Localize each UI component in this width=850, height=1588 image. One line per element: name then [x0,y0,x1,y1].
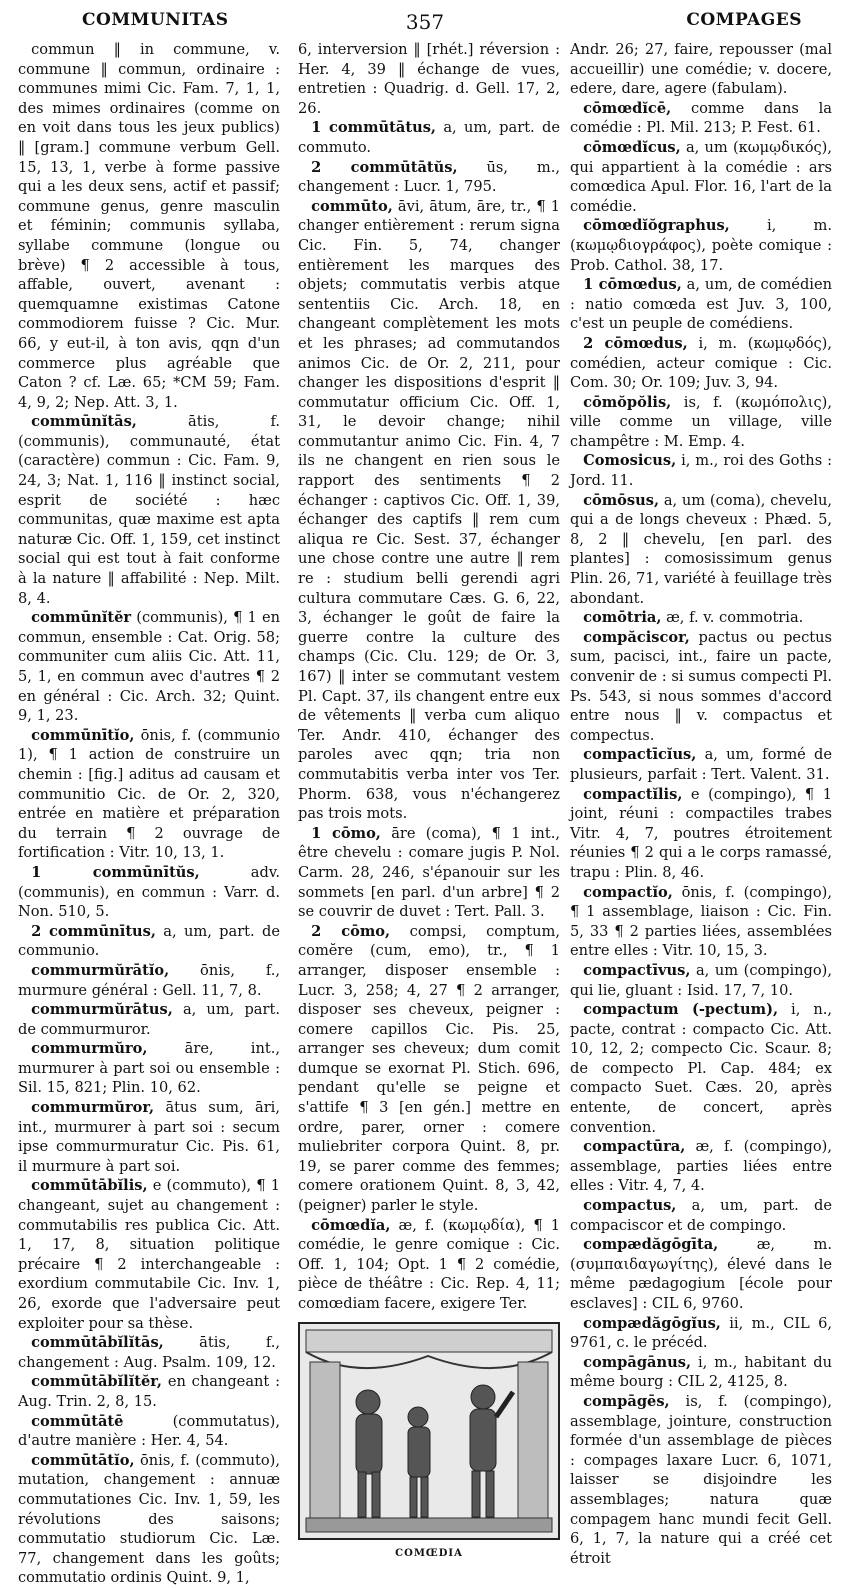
entry-lemma: cōmœdĭcē, [583,99,672,117]
entry-body: Andr. 26; 27, faire, repousser (mal accueillir) une comédie; v. docere, edere, dare, agere (fabulam). [570,41,832,98]
dictionary-entry [18,1333,280,1372]
dictionary-entry [570,451,832,490]
entry-body: ii, m., CIL 6, 9761, c. le précéd. [570,1314,832,1352]
running-head-right: COMPAGES [686,10,802,30]
entry-lemma: commūtātĭo, [31,1451,135,1469]
dictionary-entry [18,1039,280,1098]
dictionary-entry [570,275,832,334]
entry-lemma: compāgēs, [583,1392,670,1410]
figure-caption: COMŒDIA [395,1547,463,1559]
dictionary-entry [298,40,560,118]
entry-body: ātus sum, āri, int., murmurer à part soi : secum ipse commurmuratur Cic. Pis. 61, il murmure à part soi. [18,1099,280,1175]
entry-body: is, f. (compingo), assemblage, jointure, construction formée d'un assemblage de pièces : compages laxare Lucr. 6, 1071, laisser se disjoindre les assemblages; natura quæ compagem hanc mundi fecit Gell. 6, 1, 7, la nature qui a créé cet étroit [570,1392,832,1567]
entry-body: ōnis, f. (compingo), ¶ 1 assemblage, liaison : Cic. Fin. 5, 33 ¶ 2 parties liées, assemblées entre elles : Vitr. 10, 15, 3. [570,883,832,960]
entry-body: (communis), ¶ 1 en commun, ensemble : Cat. Orig. 58; communiter cum aliis Cic. Att. 11, 5, 1, en commun avec d'autres ¶ 2 en général : Cic. Arch. 32; Quint. 9, 1, 23. [18,609,281,725]
entry-body: a, um, de comédien : natio comœda est Juv. 3, 100, c'est un peuple de comédiens. [570,276,832,333]
dictionary-entry [298,1216,560,1314]
entry-body: a, um, part. de commuto. [298,119,560,156]
entry-body: i, m. (κωμῳδιογράφος), poète comique : Prob. Cathol. 38, 17. [570,217,832,274]
dictionary-entry [570,1392,832,1568]
dictionary-entry [298,922,560,1216]
entry-lemma: 2 cōmœdus, [583,334,688,352]
dictionary-entry [570,1235,832,1313]
dictionary-entry [570,216,832,275]
entry-body: a, um (compingo), qui lie, gluant : Isid. 17, 7, 10. [570,961,833,999]
dictionary-entry [18,922,280,961]
dictionary-entry [18,1412,280,1451]
entry-body: i, m., habitant du même bourg : CIL 2, 4125, 8. [570,1353,832,1391]
dictionary-entry [18,1176,280,1333]
dictionary-entry [570,334,832,393]
entry-body: compsi, comptum, comĕre (cum, emo), tr., ¶ 1 arranger, disposer ensemble : Lucr. 3, 258; 4, 27 ¶ 2 arranger, disposer ses cheveux, peigner : comere capillos Cic. Pis. 25, arranger ses cheveux; dum comit dumque se exornat Pl. Stich. 696, pendant qu'elle se peigne et s'attife ¶ 3 [en gén.] mettre en ordre, parer, orner : comere muliebriter corpora Quint. 8, pr. 19, se parer comme des femmes; comere orationem Quint. 8, 3, 42, (peigner) parler le style. [298,922,560,1215]
column-2 [298,40,560,1563]
entry-body: e (compingo), ¶ 1 joint, réuni : compactiles trabes Vitr. 4, 7, poutres étroitement réunies ¶ 2 qui a le corps ramassé, trapu : Plin. 8, 46. [570,785,833,881]
entry-lemma: compactĭlis, [583,785,683,803]
entry-body: a, um (coma), chevelu, qui a de longs cheveux : Phæd. 5, 8, 2 ‖ chevelu, [en parl. des plantes] : comosissimum genus Plin. 26, 71, variété à feuillage très abondant. [570,491,832,607]
entry-body: æ, m. (συμπαιδαγωγίτης), élevé dans le même pædagogium [école pour esclaves] : CIL 6, 9760. [570,1236,832,1312]
entry-body: ōnis, f., murmure général : Gell. 11, 7, 8. [18,961,280,999]
entry-body: ōnis, f. (communio 1), ¶ 1 action de construire un chemin : [fig.] aditus ad causam et communitio Cic. de Or. 2, 320, entrée en matière et préparation du terrain ¶ 2 ouvrage de fortification : Vitr. 10, 13, 1. [18,726,280,862]
dictionary-entry [570,1353,832,1392]
column-3 [570,40,832,1568]
entry-lemma: compactum (-pectum), [583,1001,779,1019]
relief-scene-icon [298,1322,560,1540]
entry-lemma: commūtātē [31,1412,124,1430]
entry-lemma: commūnĭtās, [31,413,137,431]
entry-lemma: commūtābĭlĭtĕr, [31,1373,163,1391]
entry-lemma: compāgānus, [583,1353,692,1371]
entry-lemma: cōmōsus, [583,491,660,509]
entry-lemma: cōmœdĭcus, [583,138,681,156]
entry-lemma: 2 commūnītus, [31,922,156,940]
column-1 [18,40,280,1588]
dictionary-entry [570,1137,832,1196]
dictionary-entry [18,961,280,1000]
entry-body: (commutatus), d'autre manière : Her. 4, 54. [18,1412,280,1450]
dictionary-entry [18,1372,280,1411]
dictionary-entry [570,628,832,746]
entry-body: ātis, f. (communis), communauté, état (caractère) commun : Cic. Fam. 9, 24, 3; Nat. 1, 116 ‖ instinct social, esprit de société : hæc communitas, quæ maxime est apta naturæ Cic. Off. 1, 159, cet instinct social qui est tout à fait conforme à la nature ‖ affabilité : Nep. Milt. 8, 4. [18,413,280,607]
entry-lemma: compactūra, [583,1138,686,1156]
dictionary-entry [570,1000,832,1137]
entry-body: āre (coma), ¶ 1 int., être chevelu : comare jugis P. Nol. Carm. 28, 246, s'épanouir sur les sommets [en parl. d'un arbre] ¶ 2 se couvrir de duvet : Tert. Pall. 3. [298,824,560,921]
dictionary-entry [570,99,832,138]
dictionary-entry [298,158,560,197]
entry-body: is, f. (κωμόπολις), ville comme un village, ville champêtre : M. Emp. 4. [570,393,832,450]
entry-lemma: compactĭo, [583,883,673,901]
entry-lemma: compactus, [583,1197,677,1215]
entry-body: āvi, ātum, āre, tr., ¶ 1 changer entièrement : rerum signa Cic. Fin. 5, 74, changer entièrement les marques des objets; commutatis verbis atque sententiis Cic. Arch. 18, en changeant complètement les mots et les phrases; ad commutandos animos Cic. de Or. 2, 211, pour changer les dispositions d'esprit ‖ commutatur officium Cic. Off. 1, 31, le devoir change; nihil commutantur animo Cic. Fin. 4, 7 ils ne changent en rien sous le rapport des sentiments ¶ 2 échanger : captivos Cic. Off. 1, 39, échanger des captifs ‖ rem cum aliqua re Cic. Sest. 37, échanger une chose contre une autre ‖ rem re : studium belli gerendi agri cultura commutare Cæs. G. 6, 22, 3, échanger le goût de faire la guerre contre la culture des champs (Cic. Clu. 129; de Or. 3, 167) ‖ inter se commutant vestem Pl. Capt. 37, ils changent entre eux de vêtements ‖ verba cum aliquo Ter. Andr. 410, échanger des paroles avec qqn; tria non commutabitis verba inter vos Ter. Phorm. 638, vous n'échangerez pas trois mots. [298,197,560,823]
dictionary-entry [570,1314,832,1353]
entry-lemma: cōmŏpŏlis, [583,393,672,411]
dictionary-entry [570,608,832,628]
dictionary-entry [570,1196,832,1235]
dictionary-entry [18,1098,280,1176]
entry-body: adv. (communis), en commun : Varr. d. Non. 510, 5. [18,863,280,921]
entry-lemma: 1 commūtātus, [311,119,436,137]
entry-lemma: commūtābĭlĭtās, [31,1334,164,1352]
entry-body: a, um, formé de plusieurs, parfait : Tert. Valent. 31. [570,746,832,783]
entry-lemma: compædăgōgīta, [583,1236,719,1254]
running-head-left: COMMUNITAS [82,10,229,30]
dictionary-entry [18,1000,280,1039]
entry-body: en changeant : Aug. Trin. 2, 8, 15. [18,1373,280,1410]
entry-lemma: compactīvus, [583,961,691,979]
entry-lemma: compædăgōgĭus, [583,1314,721,1332]
entry-body: ōnis, f. (commuto), mutation, changement : annuæ commutationes Cic. Inv. 1, 59, les révolutions des saisons; commutatio studiorum Cic. Læ. 77, changement dans les goûts; commutatio ordinis Quint. 9, 1, [18,1451,281,1587]
entry-body: pactus ou pectus sum, pacisci, int., faire un pacte, convenir de : si sumus compecti Pl. Ps. 543, si nous sommes d'accord entre nous ‖ v. compactus et compectus. [570,628,832,744]
dictionary-entry [570,138,832,216]
dictionary-entry [570,883,832,961]
entry-lemma: 2 commūtātŭs, [311,158,458,176]
entry-body: æ, f. (compingo), assemblage, parties liées entre elles : Vitr. 4, 7, 4. [570,1138,833,1195]
entry-lemma: compăciscor, [583,628,690,646]
entry-lemma: 1 cōmo, [311,824,381,842]
entry-body: i, m. (κωμῳδός), comédien, acteur comique : Cic. Com. 30; Or. 109; Juv. 3, 94. [570,334,832,392]
entry-body: i, n., pacte, contrat : compacto Cic. Att. 10, 12, 2; compecto Cic. Scaur. 8; de compecto Pl. Cap. 484; ex compacto Suet. Cæs. 20, après entente, de concert, après convention. [570,1001,833,1136]
entry-body: i, m., roi des Goths : Jord. 11. [570,452,833,490]
dictionary-entry [298,118,560,157]
dictionary-entry [18,1451,280,1588]
entry-lemma: commurmŭrātus, [31,1001,173,1019]
comoedia-illustration [298,1322,560,1564]
dictionary-entry [298,824,560,922]
entry-body: a, um (κωμῳδικός), qui appartient à la comédie : ars comœdica Apul. Flor. 16, l'art de la comédie. [570,138,832,215]
entry-body: a, um, part. de communio. [18,922,280,960]
entry-body: e (commuto), ¶ 1 changeant, sujet au changement : commutabilis res publica Cic. Att. 1, 17, 8, situation politique précaire ¶ 2 interchangeable : exordium commutabile Cic. Inv. 1, 26, exorde que l'adversaire peut exploiter pour sa thèse. [18,1177,280,1332]
entry-body: a, um, part. de commurmuror. [18,1001,280,1038]
dictionary-entry [18,863,280,922]
entry-lemma: 1 commūnītŭs, [31,863,200,881]
entry-lemma: commurmŭror, [31,1099,155,1117]
entry-lemma: commurmŭro, [31,1040,148,1058]
entry-body: æ, f. v. commotria. [666,609,804,627]
page-number: 357 [405,10,445,34]
dictionary-entry [570,745,832,784]
dictionary-entry [18,608,280,726]
entry-body: comme dans la comédie : Pl. Mil. 213; P. Fest. 61. [570,99,832,137]
page-header [20,10,830,36]
entry-lemma: Comosicus, [583,452,677,470]
entry-body: a, um, part. de compaciscor et de compingo. [570,1197,833,1234]
entry-body: ūs, m., changement : Lucr. 1, 795. [298,158,560,196]
dictionary-entry [18,40,280,412]
entry-body: 6, interversion ‖ [rhét.] réversion : Her. 4, 39 ‖ échange de vues, entretien : Quadrig. d. Gell. 17, 2, 26. [298,41,560,117]
dictionary-entry [570,785,832,883]
dictionary-entry [570,393,832,452]
entry-lemma: cōmœdĭa, [311,1216,391,1234]
dictionary-entry [18,412,280,608]
entry-body: āre, int., murmurer à part soi ou ensemble : Sil. 15, 821; Plin. 10, 62. [18,1040,280,1097]
entry-body: ātis, f., changement : Aug. Psalm. 109, 12. [18,1334,280,1371]
entry-lemma: 1 cōmœdus, [583,276,682,294]
entry-lemma: commūtābĭlis, [31,1177,148,1195]
entry-lemma: commūto, [311,197,393,215]
dictionary-entry [298,197,560,824]
entry-body: commun ‖ in commune, v. commune ‖ commun, ordinaire : communes mimi Cic. Fam. 7, 1, 1, des mimes ordinaires (comme on en voit dans tous les jeux publics) ‖ [gram.] commune verbum Gell. 15, 13, 1, verbe à forme passive qui a les deux sens, actif et passif; commune genus, genre masculin et féminin; communis syllaba, syllabe commune (longue ou brève) ¶ 2 accessible à tous, affable, ouvert, avenant : quemquamne existimas Catone commodiorem fuisse ? Cic. Mur. 66, y eut-il, à ton avis, qqn d'un commerce plus agréable que Caton ? cf. Læ. 65; *CM 59; Fam. 4, 9, 2; Nep. Att. 3, 1. [18,41,280,411]
entry-lemma: commūnĭtĕr [31,609,132,627]
dictionary-entry [570,40,832,99]
dictionary-entry [18,726,280,863]
dictionary-entry [570,961,832,1000]
entry-lemma: commurmŭrātĭo, [31,961,170,979]
entry-lemma: commūnītĭo, [31,726,135,744]
entry-lemma: comōtria, [583,609,662,627]
entry-lemma: cōmœdĭŏgraphus, [583,217,730,235]
entry-lemma: 2 cōmo, [311,922,391,940]
entry-lemma: compactīcĭus, [583,746,697,764]
entry-body: æ, f. (κωμῳδία), ¶ 1 comédie, le genre comique : Cic. Off. 1, 104; Opt. 1 ¶ 2 comédie, pièce de théâtre : Cic. Rep. 4, 11; comœdiam facere, exigere Ter. [298,1216,560,1312]
dictionary-entry [570,491,832,609]
